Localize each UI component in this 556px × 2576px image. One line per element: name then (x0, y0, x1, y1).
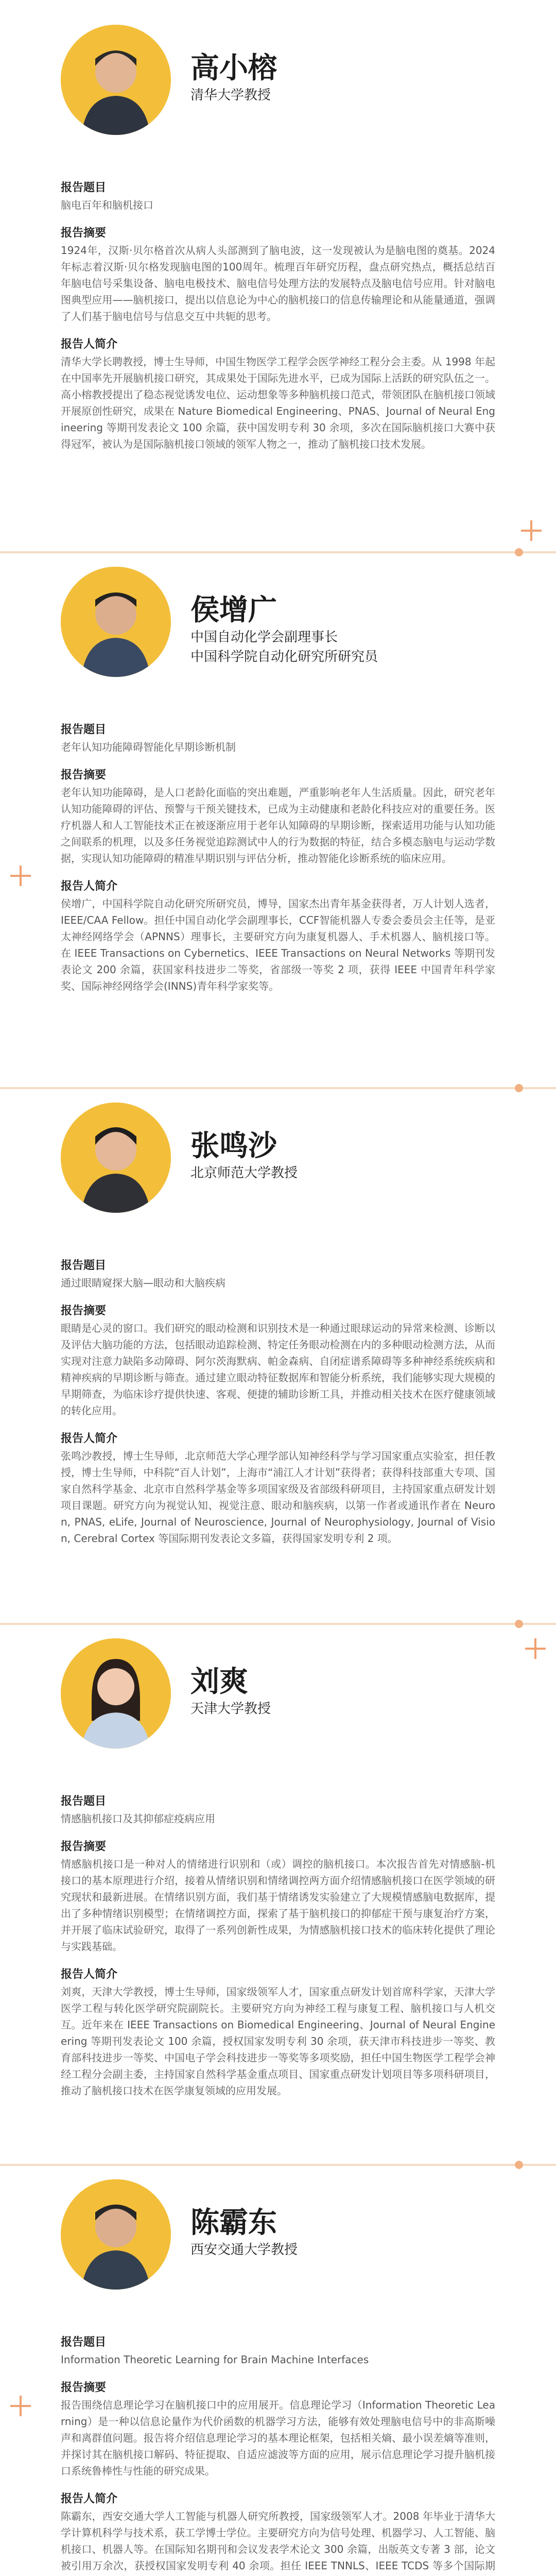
cross-decoration-icon (521, 520, 542, 541)
speaker-content (61, 1257, 495, 1558)
bio-text: 清华大学长聘教授，博士生导师，中国生物医学工程学会医学神经工程分会主委。从 1998 年起在中国率先开展脑机接口研究，其成果处于国际先进水平，已成为国际上活跃的研究队伍之一。高小榕教授提出了稳态视觉诱发电位、运动想象等多种脑机接口范式，带领团队在脑机接口领域开展原创性研究，成果在 Nature Biomedical Engineering、PNAS、Journal of Neural Engineering 等期刊发表论文 100 余篇，获中国发明专利 30 余项，多次在国际脑机接口大赛中获得冠军，被认为是国际脑机接口领域的领军人物之一，推动了脑机接口技术发展。 (61, 355, 495, 450)
topic-label: 报告题目 (61, 723, 107, 736)
abstract-label: 报告摘要 (61, 769, 107, 782)
topic-text: 老年认知功能障碍智能化早期诊断机制 (61, 741, 236, 753)
topic-label: 报告题目 (61, 1259, 107, 1272)
topic-text: 通过眼睛窥探大脑—眼动和大脑疾病 (61, 1277, 225, 1289)
speaker-affiliation (190, 1699, 271, 1719)
bio-label: 报告人简介 (61, 2493, 118, 2505)
section-divider (0, 2164, 556, 2166)
bio-label: 报告人简介 (61, 338, 118, 351)
abstract-text: 眼睛是心灵的窗口。我们研究的眼动检测和识别技术是一种通过眼球运动的异常来检测、诊断以及评估大脑功能的方法，包括眼动追踪检测、特定任务眼动检测在内的多种眼动检测方法，从而实现对注意力缺陷多动障碍、阿尔茨海默病、帕金森病、自闭症谱系障碍等多种神经系统疾病和精神疾病的早期诊断与筛查。通过建立眼动特征数据库和智能分析系统，我们能够实现大规模的早期筛查，为临床诊疗提供快速、客观、便捷的辅助诊断工具，并推动相关技术在医疗健康领域的转化应用。 (61, 1322, 495, 1417)
topic-text: 情感脑机接口及其抑郁症疫病应用 (61, 1812, 215, 1825)
speaker-name: 陈霸东 (190, 2206, 277, 2240)
topic-text: Information Theoretic Learning for Brain Machine Interfaces (61, 2353, 369, 2366)
speaker-affiliation (190, 628, 378, 667)
speaker-affiliation (190, 86, 271, 105)
section-divider (0, 551, 556, 553)
cross-decoration-icon (10, 866, 31, 886)
abstract-label: 报告摘要 (61, 1304, 107, 1317)
topic-label: 报告题目 (61, 1795, 107, 1808)
speaker-name: 张鸣沙 (190, 1129, 277, 1163)
topic-text: 脑电百年和脑机接口 (61, 199, 153, 211)
topic-label: 报告题目 (61, 181, 107, 194)
topic-label: 报告题目 (61, 2336, 107, 2349)
bio-label: 报告人简介 (61, 1968, 118, 1981)
divider-dot-icon (515, 1084, 523, 1092)
affiliation-line: 西安交通大学教授 (190, 2242, 298, 2258)
affiliation-line: 中国自动化学会副理事长 (190, 630, 338, 645)
affiliation-line: 清华大学教授 (190, 88, 271, 103)
abstract-text: 老年认知功能障碍，是人口老龄化面临的突出难题，严重影响老年人生活质量。因此，研究老年认知功能障碍的评估、预警与干预关键技术，已成为主动健康和老龄化科技应对的重要任务。医疗机器人和人工智能技术正在被逐渐应用于老年认知障碍的早期诊断，探索适用功能与认知功能之间联系的机理，以及多任务视觉追踪测试中人的行为数据的特征，结合多模态脑电与运动学数据，实现认知功能障碍的精准早期识别与评估分析，推动智能化诊断系统的临床应用。 (61, 786, 495, 865)
affiliation-line: 中国科学院自动化研究所研究员 (190, 649, 378, 665)
speaker-name: 刘爽 (190, 1665, 248, 1699)
speaker-content (61, 721, 495, 1006)
speaker-content (61, 1793, 495, 2110)
cross-decoration-icon (10, 2396, 31, 2416)
bio-text: 侯增广，中国科学院自动化研究所研究员，博导，国家杰出青年基金获得者，万人计划人选者，IEEE/CAA Fellow。担任中国自动化学会副理事长，CCF智能机器人专委会委员会主任等，是亚太神经网络学会（APNNS）理事长，主要研究方向为康复机器人、手术机器人、脑机接口等。在 IEEE Transactions on Cybernetics、IEEE Transactions on Neural Networks 等期刊发表论文 200 余篇，获国家科技进步二等奖，省部级一等奖 2 项，获得 IEEE 中国青年科学家奖、国际神经网络学会(INNS)青年科学家奖等。 (61, 897, 495, 992)
speaker-affiliation (190, 1163, 298, 1183)
cross-decoration-icon (525, 1638, 546, 1659)
divider-dot-icon (515, 2161, 523, 2169)
abstract-label: 报告摘要 (61, 1840, 107, 1853)
affiliation-line: 天津大学教授 (190, 1701, 271, 1717)
speaker-name: 高小榕 (190, 52, 277, 85)
section-divider (0, 1623, 556, 1625)
abstract-text: 1924年，汉斯·贝尔格首次从病人头部测到了脑电波，这一发现被认为是脑电图的奠基。2024年标志着汉斯·贝尔格发现脑电图的100周年。梳理百年研究历程，盘点研究热点，概括总结百年脑电信号采集设备、脑电电极技术、脑电信号处理方法的发展特点及脑电信号应用。针对脑电图典型应用——脑机接口，提出以信息论为中心的脑机接口的信息传输理论和从能量通道，强调了人们基于脑电信号与信息交互中共轭的思考。 (61, 244, 495, 323)
speaker-affiliation (190, 2240, 298, 2260)
abstract-label: 报告摘要 (61, 227, 107, 240)
bio-label: 报告人简介 (61, 1432, 118, 1445)
speaker-content (61, 2334, 495, 2576)
bio-text: 陈霸东，西安交通大学人工智能与机器人研究所教授，国家级领军人才。2008 年毕业于清华大学计算机科学与技术系，获工学博士学位。主要研究方向为信号处理、机器学习、人工智能、脑机接口、机器人等。在国际知名期刊和会议发表学术论文 300 余篇，出版英文专著 3 部，论文被引用万余次，获授权国家发明专利 40 余项。担任 IEEE TNNLS、IEEE TCDS 等多个国际期 (61, 2510, 495, 2572)
bio-label: 报告人简介 (61, 880, 118, 893)
avatar (61, 25, 171, 135)
abstract-label: 报告摘要 (61, 2381, 107, 2394)
section-divider (0, 1087, 556, 1089)
affiliation-line: 北京师范大学教授 (190, 1165, 298, 1181)
avatar (61, 2179, 171, 2290)
avatar (61, 1103, 171, 1213)
avatar (61, 567, 171, 677)
abstract-text: 情感脑机接口是一种对人的情绪进行识别和（或）调控的脑机接口。本次报告首先对情感脑-机接口的基本原理进行介绍，接着从情绪识别和情绪调控两方面介绍情感脑机接口在医学领域的研究现状和最新进展。在情绪识别方面，我们基于情绪诱发实验建立了大规模情感脑电数据库，提出了多种情绪识别模型；在情绪调控方面，探索了基于脑机接口的抑郁症干预与康复治疗方案，并开展了临床试验研究，取得了一系列创新性成果，为情感脑机接口技术的临床转化提供了理论与实践基础。 (61, 1858, 495, 1953)
bio-text: 张鸣沙教授，博士生导师，北京师范大学心理学部认知神经科学与学习国家重点实验室，担任教授，博士生导师，中科院“百人计划”，上海市“浦江人才计划”获得者；获得科技部重大专项、国家自然科学基金、北京市自然科学基金等多项国家级及省部级科研项目，主持国家重点研发计划项目课题。研究方向为视觉认知、视觉注意、眼动和脑疾病，以第一作者或通讯作者在 Neuron, PNAS, eLife, Journal of Neuroscience, Journal of Neurophysiology, Journal of Vision, Cerebral Cortex 等国际期刊发表论文多篇，获得国家发明专利 2 项。 (61, 1450, 495, 1545)
divider-dot-icon (515, 1620, 523, 1628)
abstract-text: 报告围绕信息理论学习在脑机接口中的应用展开。信息理论学习（Information Theoretic Learning）是一种以信息论量作为代价函数的机器学习方法，能够有效处理脑电信号中的非高斯噪声和离群值问题。报告将介绍信息理论学习的基本理论框架，包括相关熵、最小误差熵等准则，并探讨其在脑机接口解码、特征提取、自适应滤波等方面的应用，展示信息理论学习提升脑机接口系统鲁棒性与性能的研究成果。 (61, 2399, 495, 2477)
divider-dot-icon (515, 548, 523, 556)
bio-text: 刘爽，天津大学教授，博士生导师，国家级领军人才，国家重点研发计划首席科学家，天津大学医学工程与转化医学研究院副院长。主要研究方向为神经工程与康复工程、脑机接口与人机交互。近年来在 IEEE Transactions on Biomedical Engineering、Journal of Neural Engineering 等期刊发表论文 100 余篇，授权国家发明专利 30 余项，获天津市科技进步一等奖、教育部科技进步一等奖、中国电子学会科技进步一等奖等多项奖励，担任中国生物医学工程学会神经工程分会副主委，主持国家自然科学基金重点项目、国家重点研发计划项目等多项科研项目，推动了脑机接口技术在医学康复领域的应用发展。 (61, 1986, 495, 2097)
speaker-content (61, 179, 495, 464)
avatar (61, 1638, 171, 1749)
speaker-name: 侯增广 (190, 594, 277, 627)
